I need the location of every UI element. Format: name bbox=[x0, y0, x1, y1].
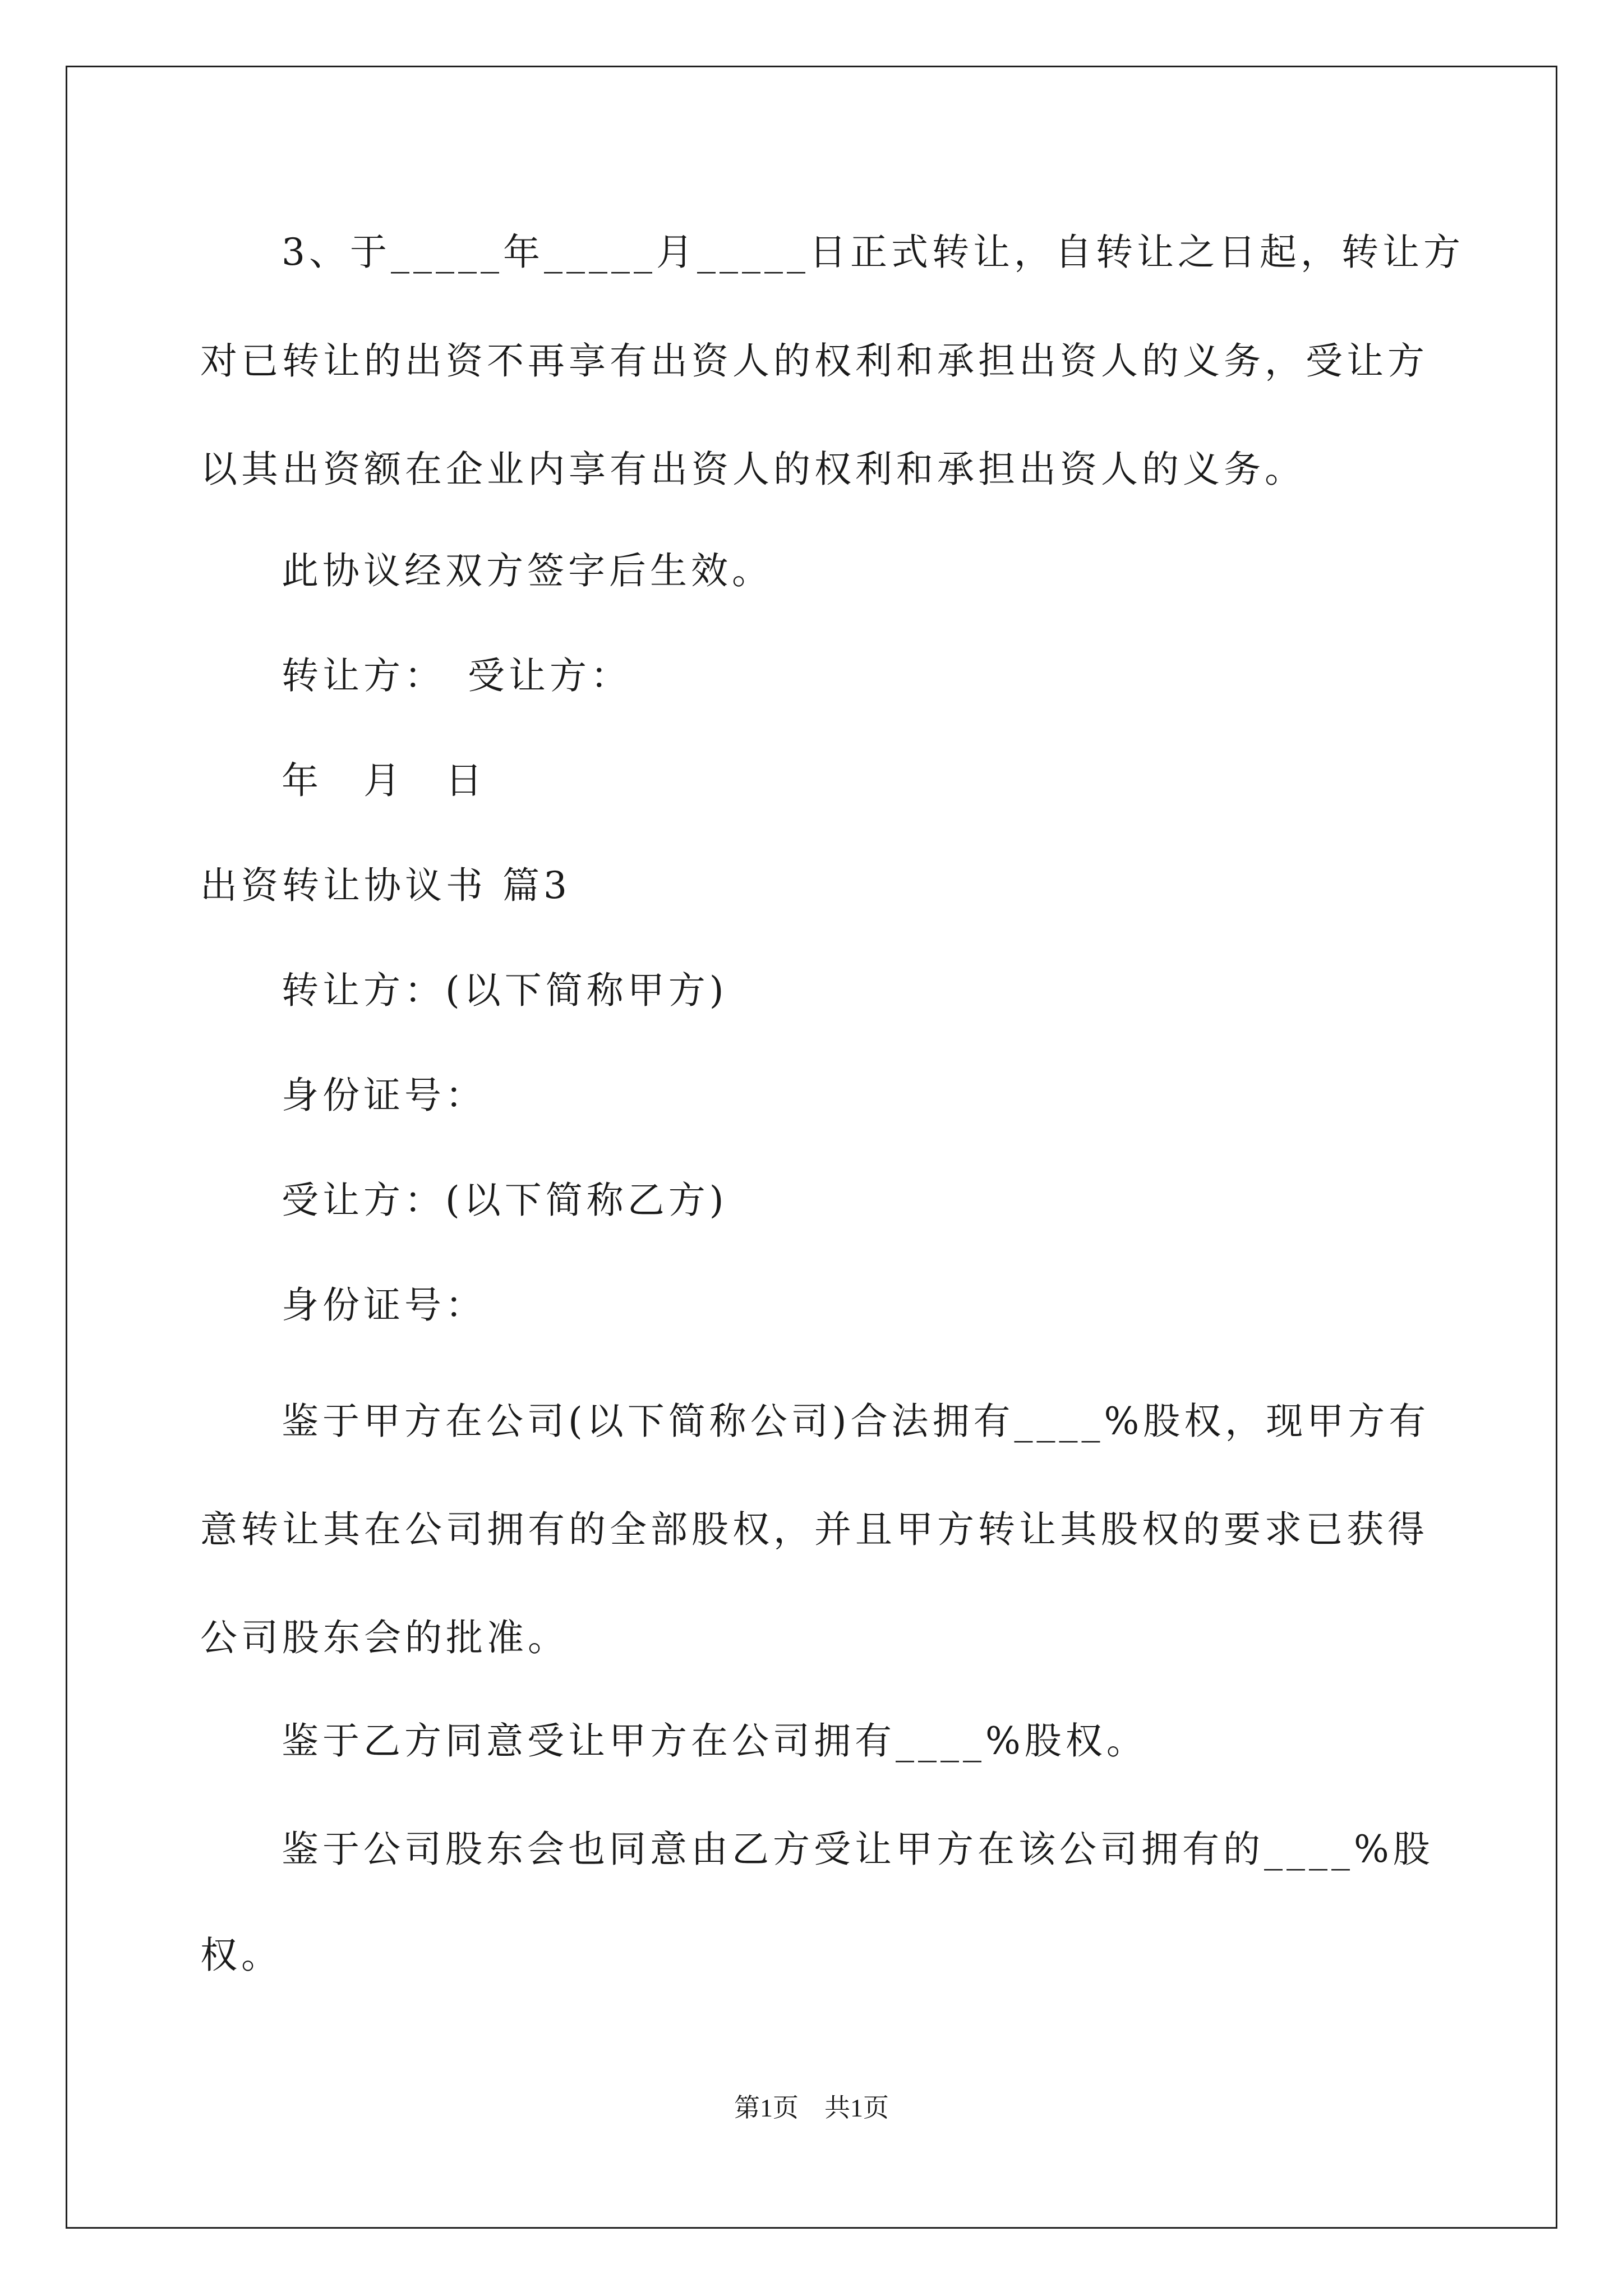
paragraph-line: 鉴于乙方同意受让甲方在公司拥有____%股权。 bbox=[282, 1719, 1147, 1763]
paragraph-line: 鉴于公司股东会也同意由乙方受让甲方在该公司拥有的____%股 bbox=[282, 1828, 1434, 1871]
paragraph-line: 意转让其在公司拥有的全部股权，并且甲方转让其股权的要求已获得 bbox=[200, 1508, 1428, 1551]
paragraph-line: 对已转让的出资不再享有出资人的权利和承担出资人的义务，受让方 bbox=[200, 339, 1428, 383]
section-title: 出资转让协议书 篇3 bbox=[200, 864, 571, 907]
paragraph-line: 身份证号： bbox=[282, 1283, 486, 1327]
paragraph-line: 转让方：(以下简称甲方) bbox=[282, 969, 728, 1012]
paragraph-line: 此协议经双方签字后生效。 bbox=[282, 549, 773, 592]
page-footer: 第1页 共1页 bbox=[734, 2093, 889, 2122]
paragraph-line: 受让方：(以下简称乙方) bbox=[282, 1179, 728, 1222]
paragraph-line: 权。 bbox=[200, 1934, 282, 1977]
page-border bbox=[66, 66, 1557, 2229]
paragraph-line: 以其出资额在企业内享有出资人的权利和承担出资人的义务。 bbox=[200, 448, 1306, 491]
paragraph-line: 身份证号： bbox=[282, 1074, 486, 1117]
paragraph-line: 鉴于甲方在公司(以下简称公司)合法拥有____%股权，现甲方有 bbox=[282, 1400, 1430, 1443]
signature-parties: 转让方： 受让方： bbox=[282, 654, 631, 697]
paragraph-line: 3、于_____年_____月_____日正式转让，自转让之日起，转让方 bbox=[282, 231, 1464, 274]
paragraph-line: 公司股东会的批准。 bbox=[200, 1616, 569, 1659]
signature-date: 年 月 日 bbox=[282, 759, 486, 802]
